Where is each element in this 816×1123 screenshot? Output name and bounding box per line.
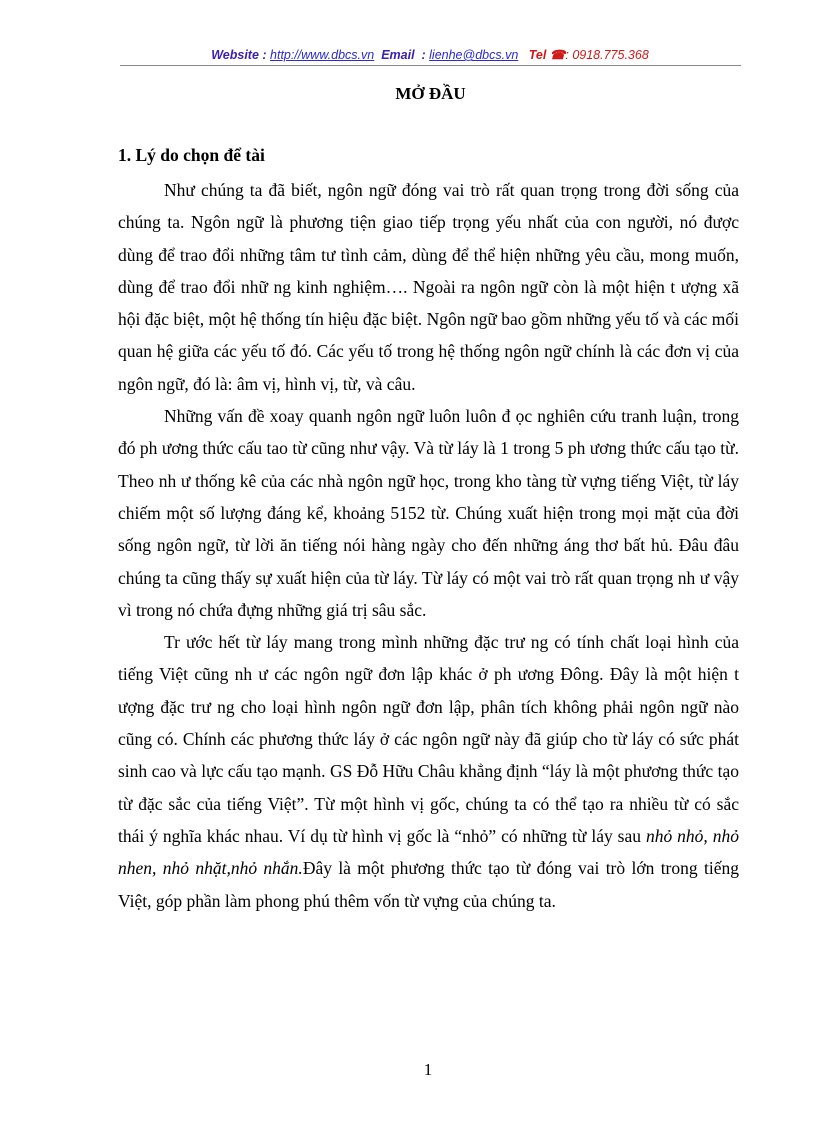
phone-icon: ☎ — [549, 48, 566, 62]
paragraph-3-examples: nhỏ nhỏ, nhỏ nhen, nhỏ nhặt,nhỏ nhắn. — [118, 825, 740, 879]
email-link[interactable]: lienhe@dbcs.vn — [429, 48, 519, 62]
paragraph-2: Những vấn đề xoay quanh ngôn ngữ luôn luôn đ ọc nghiên cứu tranh luận, trong đó ph ương thức cấu tao từ cũng như vậy. Và từ láy là 1 trong 5 ph ương thức cấu tạo từ. Theo nh ư thống kê của các nhà ngôn ngữ học, trong kho tàng từ vựng tiếng Việt, từ láy chiếm một số lượng đáng kể, khoảng 5152 từ. Chúng xuất hiện trong mọi mặt của đời sống ngôn ngữ, từ lời ăn tiếng nói hàng ngày cho đến những áng thơ bất hủ. Đâu đâu chúng ta cũng thấy sự xuất hiện của từ láy. Từ láy có một vai trò rất quan trọng nh ư vậy vì trong nó chứa đựng những giá trị sâu sắc. — [118, 406, 739, 620]
section-heading: 1. Lý do chọn để tài — [118, 145, 265, 165]
paragraph-3-end: Đây là một phương thức tạo từ đóng vai trò lớn trong tiếng Việt, góp phần làm phong phú thêm vốn từ vựng của chúng ta. — [118, 858, 739, 911]
page-number: 1 — [423, 1060, 433, 1079]
body-text — [118, 174, 739, 917]
header-divider — [120, 65, 741, 66]
paragraph-1: Như chúng ta đã biết, ngôn ngữ đóng vai trò rất quan trọng trong đời sống của chúng ta. Ngôn ngữ là phương tiện giao tiếp trọng yếu nhất của con người, nó được dùng để trao đổi những tâm tư tình cảm, dùng để thể hiện những yêu cầu, mong muốn, dùng để trao đổi nhữ ng kinh nghiệm…. Ngoài ra ngôn ngữ còn là một hiện t ượng xã hội đặc biệt, một hệ thống tín hiệu đặc biệt. Ngôn ngữ bao gồm những yếu tố và các mối quan hệ giữa các yếu tố đó. Các yếu tố trong hệ thống ngôn ngữ chính là các đơn vị của ngôn ngữ, đó là: âm vị, hình vị, từ, và câu. — [118, 180, 739, 394]
website-label: Website — [211, 48, 259, 62]
website-link[interactable]: http://www.dbcs.vn — [270, 48, 375, 62]
phone-number: : 0918.775.368 — [565, 48, 649, 62]
email-label: Email — [381, 48, 415, 62]
paragraph-3-start: Tr ước hết từ láy mang trong mình những đặc trư ng có tính chất loại hình của tiếng Việt cũng nh ư các ngôn ngữ đơn lập khác ở ph ương Đông. Đây là một hiện t ượng đặc trư ng cho loại hình ngôn ngữ đơn lập, phân tích không phải ngôn ngữ nào cũng có. Chính các phương thức láy ở các ngôn ngữ này đã giúp cho từ láy có sức phát sinh cao và lực cấu tạo mạnh. GS Đỗ Hữu Châu khẳng định “láy là một phương thức tạo từ đặc sắc của tiếng Việt”. Từ một hình vị gốc, chúng ta có thể tạo ra nhiều từ có sắc thái ý nghĩa khác nhau. Ví dụ từ hình vị gốc là “nhỏ” có những từ láy sau — [118, 632, 739, 846]
page-header: Website : http://www.dbcs.vn Email : lienhe@dbcs.vn Tel ☎: 0918.775.368 — [211, 48, 649, 62]
paragraph-3 — [118, 626, 739, 917]
page-title: MỞ ĐẦU — [395, 84, 466, 103]
tel-label: Tel — [528, 48, 547, 62]
